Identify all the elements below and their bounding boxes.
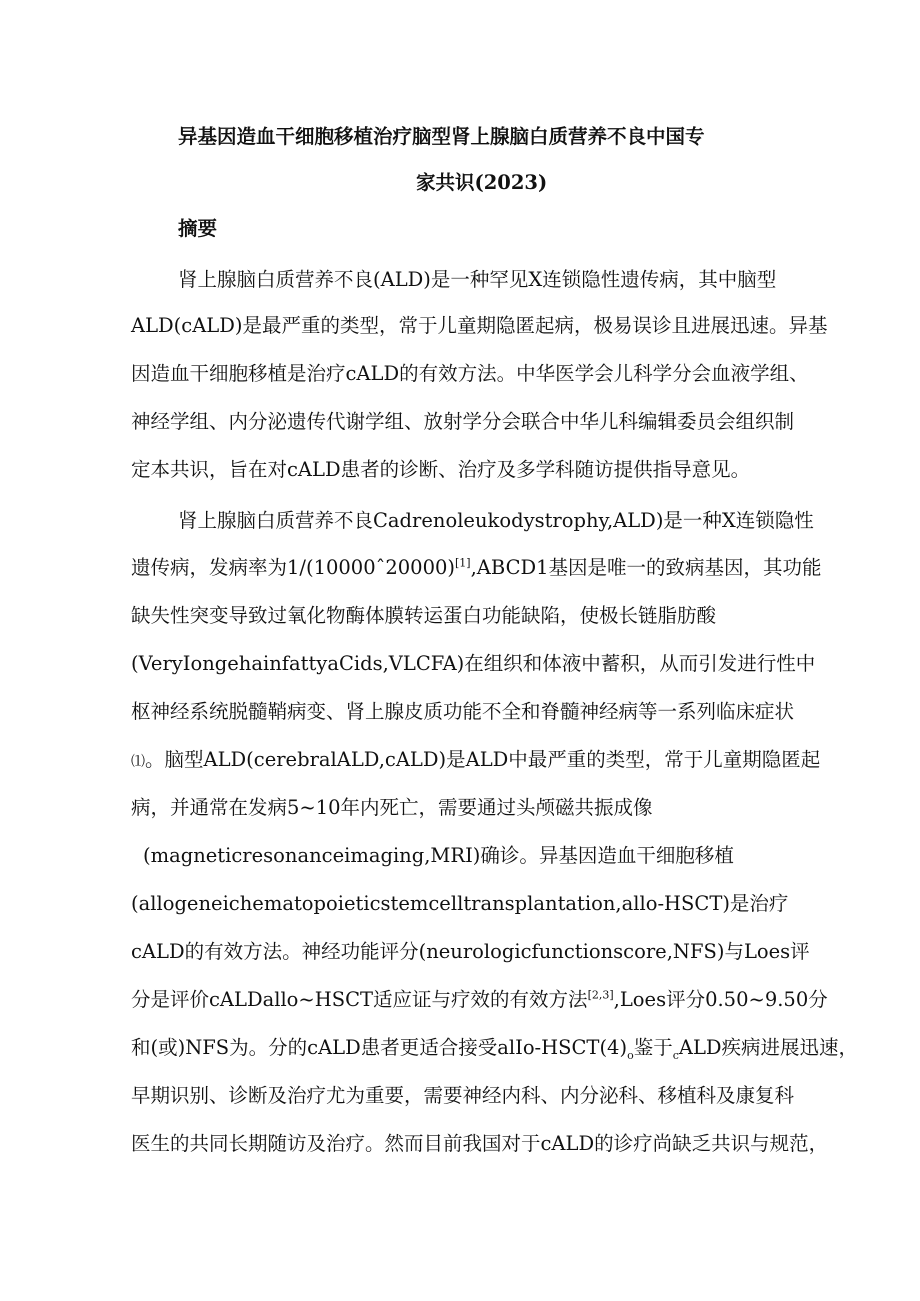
subscript-char: c [672, 1048, 679, 1062]
title-line-1: 异基因造血干细胞移植治疗脑型肾上腺脑白质营养不良中国专 [178, 125, 705, 148]
body-line-10: cALD的有效方法。神经功能评分(neurologicfunctionscore,NFS)与Loes评 [131, 940, 810, 963]
body-line-2 [131, 556, 822, 580]
body-text: ,ABCD1基因是唯一的致病基因，其功能 [470, 556, 822, 579]
body-text: 。脑型ALD(cerebralALD,cALD)是ALD中最严重的类型，常于儿童期隐匿起 [145, 748, 821, 771]
body-line-12 [131, 1036, 858, 1060]
body-text: 和(或)NFS为。分的cALD患者更适合接受alIo-HSCT(4) [131, 1036, 628, 1059]
abstract-line-1: 肾上腺脑白质营养不良(ALD)是一种罕见X连锁隐性遗传病，其中脑型 [178, 268, 777, 291]
abstract-line-5: 定本共识，旨在对cALD患者的诊断、治疗及多学科随访提供指导意见。 [131, 458, 751, 481]
abstract-line-3: 因造血干细胞移植是治疗cALD的有效方法。中华医学会儿科学分会血液学组、 [131, 362, 809, 385]
citation-ref: [1] [455, 556, 471, 570]
body-line-13: 早期识别、诊断及治疗尤为重要，需要神经内科、内分泌科、移植科及康复科 [131, 1084, 795, 1107]
body-text: ALD疾病进展迅速， [678, 1036, 859, 1059]
body-line-14: 医生的共同长期随访及治疗。然而目前我国对于cALD的诊疗尚缺乏共识与规范， [131, 1132, 829, 1155]
body-line-6 [131, 748, 820, 774]
body-line-8: (magneticresonanceimaging,MRI)确诊。异基因造血干细胞移植 [143, 844, 734, 867]
body-text: ,Loes评分0.50~9.50分 [613, 988, 828, 1011]
body-line-7: 病，并通常在发病5~10年内死亡，需要通过头颅磁共振成像 [131, 796, 653, 819]
body-line-1: 肾上腺脑白质营养不良Cadrenoleukodystrophy,ALD)是一种X连锁隐性 [178, 509, 814, 532]
body-text: 遗传病，发病率为1/(10000ˆ20000) [131, 556, 456, 579]
title-line-2: 家共识(2023) [416, 171, 548, 194]
body-line-11 [131, 988, 828, 1012]
citation-ref: ⑴ [131, 754, 145, 770]
body-line-4: (VeryIongehainfattyaCids,VLCFA)在组织和体液中蓄积，从而引发进行性中 [131, 652, 816, 675]
body-line-5: 枢神经系统脱髓鞘病变、肾上腺皮质功能不全和脊髓神经病等一系列临床症状 [131, 700, 795, 723]
body-text: 鉴于 [633, 1036, 673, 1059]
abstract-heading: 摘要 [178, 217, 218, 240]
subscript-char: o [627, 1048, 634, 1062]
citation-ref: [2,3] [587, 988, 614, 1002]
abstract-line-4: 神经学组、内分泌遗传代谢学组、放射学分会联合中华儿科编辑委员会组织制 [131, 410, 795, 433]
body-line-3: 缺失性突变导致过氧化物酶体膜转运蛋白功能缺陷，使极长链脂肪酸 [131, 604, 717, 627]
abstract-line-2: ALD(cALD)是最严重的类型，常于儿童期隐匿起病，极易误诊且进展迅速。异基 [131, 314, 828, 337]
body-line-9: (allogeneichematopoieticstemcelltransplantation,allo-HSCT)是治疗 [131, 892, 789, 915]
body-text: 分是评价cALDallo~HSCT适应证与疗效的有效方法 [131, 988, 588, 1011]
